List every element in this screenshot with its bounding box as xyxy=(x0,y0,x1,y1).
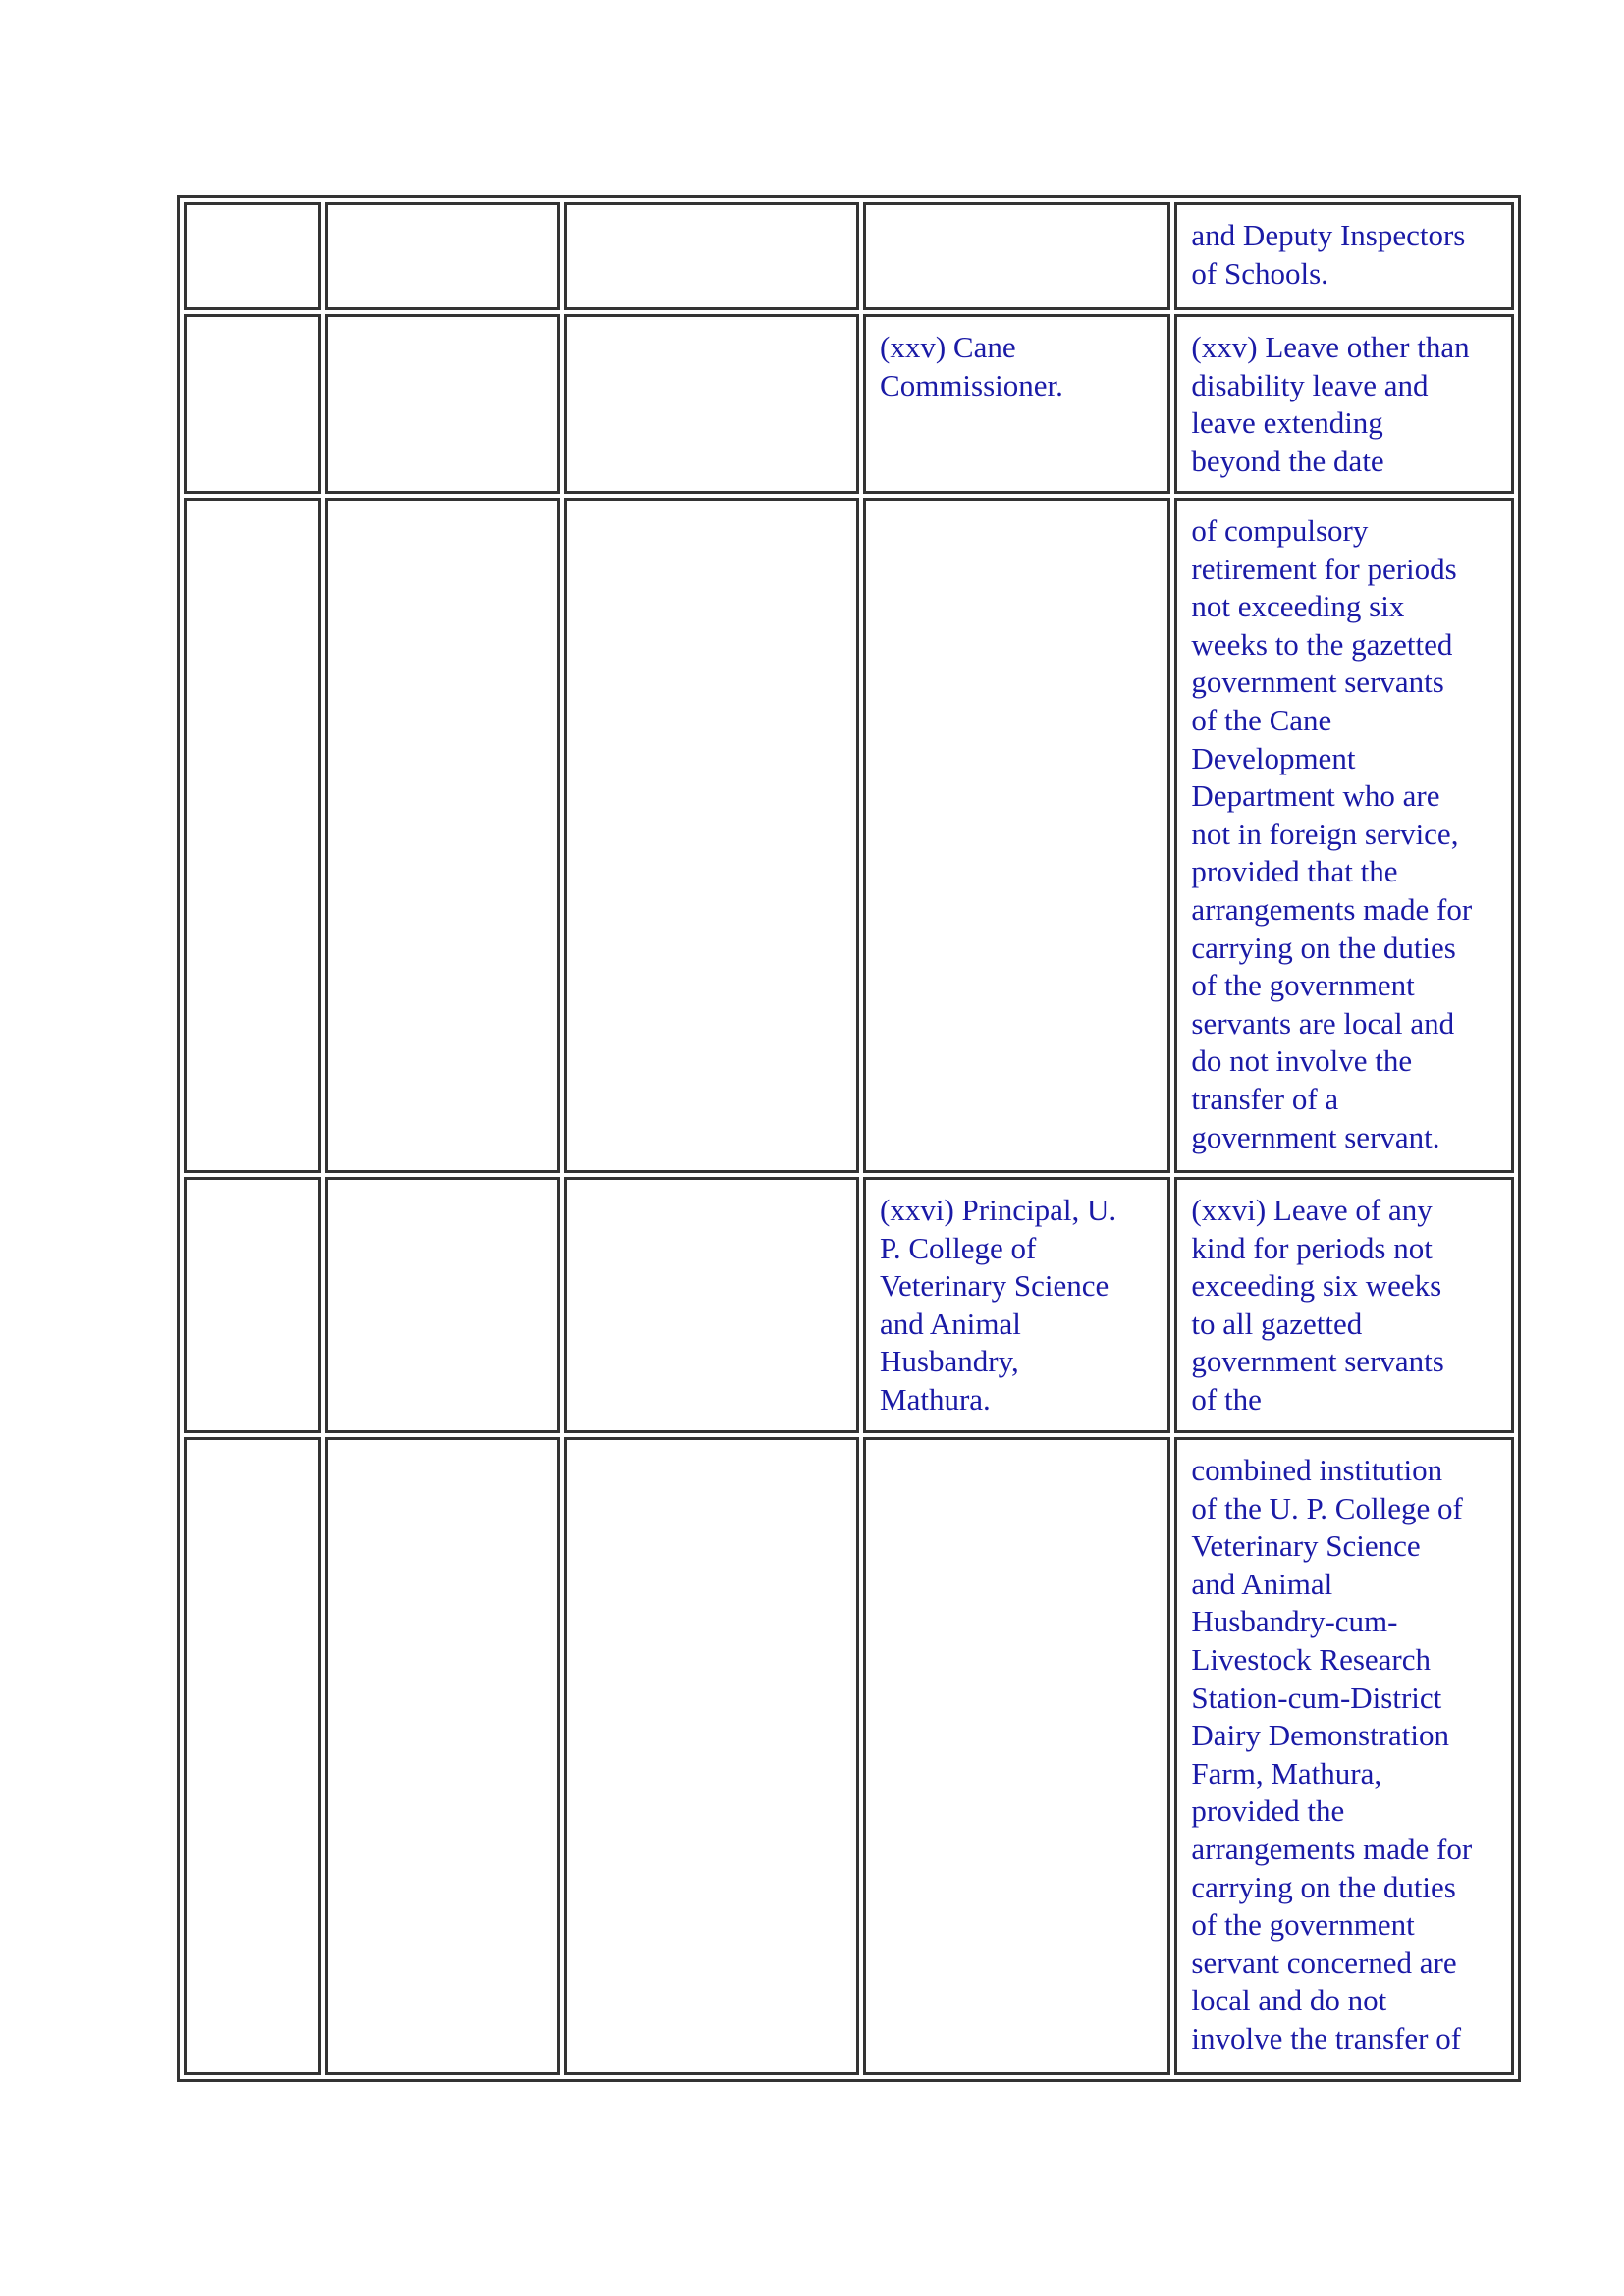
table-cell xyxy=(184,202,321,310)
table-row xyxy=(184,202,1514,310)
table-cell xyxy=(564,1177,859,1433)
table-cell xyxy=(184,1177,321,1433)
table-cell xyxy=(863,498,1170,1173)
table-row xyxy=(184,1437,1514,2075)
table-cell xyxy=(325,314,560,494)
table-cell: and Deputy Inspectors of Schools. xyxy=(1174,202,1514,310)
table-cell xyxy=(184,314,321,494)
table-cell xyxy=(184,498,321,1173)
table-cell xyxy=(325,1437,560,2075)
table-row xyxy=(184,314,1514,494)
table-cell xyxy=(325,1177,560,1433)
table-cell: of compulsory retirement for periods not exceeding six weeks to the gazetted government servants of the Cane Development Department who are not in foreign service, provided that the arrangements made for carrying on the duties of the government servants are local and do not involve the transfer of a government servant. xyxy=(1174,498,1514,1173)
table-cell xyxy=(564,498,859,1173)
table-cell: (xxv) Cane Commissioner. xyxy=(863,314,1170,494)
leave-sanction-table xyxy=(177,195,1521,2082)
table-cell xyxy=(564,314,859,494)
table-cell: (xxv) Leave other than disability leave and leave extending beyond the date xyxy=(1174,314,1514,494)
table-cell xyxy=(564,202,859,310)
table-cell xyxy=(564,1437,859,2075)
table-cell xyxy=(863,202,1170,310)
table-row xyxy=(184,498,1514,1173)
table-cell xyxy=(863,1437,1170,2075)
table-cell xyxy=(184,1437,321,2075)
table-cell: (xxvi) Principal, U. P. College of Veterinary Science and Animal Husbandry, Mathura. xyxy=(863,1177,1170,1433)
table-cell xyxy=(325,202,560,310)
table-cell: combined institution of the U. P. College of Veterinary Science and Animal Husbandry-cum- Livestock Research Station-cum-District Dairy Demonstration Farm, Mathura, provided the arrangements made for carrying on the duties of the government servant concerned are local and do not involve the transfer of xyxy=(1174,1437,1514,2075)
table-cell xyxy=(325,498,560,1173)
table-row xyxy=(184,1177,1514,1433)
table-cell: (xxvi) Leave of any kind for periods not exceeding six weeks to all gazetted government servants of the xyxy=(1174,1177,1514,1433)
